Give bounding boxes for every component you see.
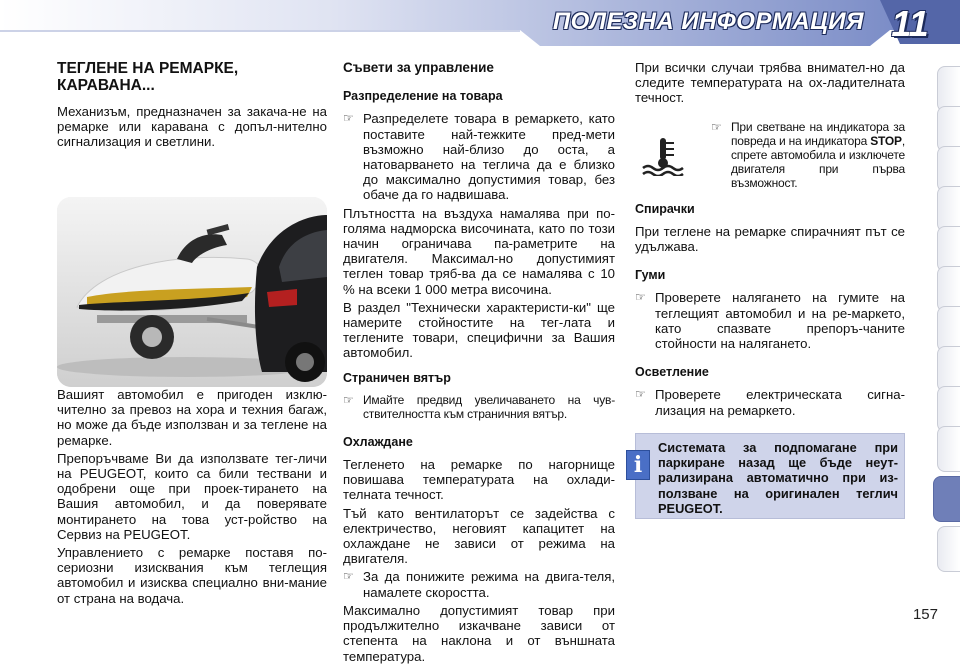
- chapter-tab[interactable]: [937, 526, 960, 572]
- paragraph: Тегленето на ремарке по нагорнище повишава температурата на охлади-телната течност.: [343, 457, 615, 503]
- bullet-text: Проверете налягането на гумите на теглещият автомобил и на ре-маркето, като спазвате препоръ-чаните стойности на налягането.: [655, 290, 905, 352]
- bullet-lights: [635, 387, 905, 417]
- column-towing: [57, 60, 327, 153]
- bullet-load: [343, 111, 615, 202]
- jetski-trailer-illustration: [57, 197, 327, 387]
- section-title: Съвети за управление: [343, 60, 494, 75]
- column-precautions: [635, 60, 905, 421]
- subsection-title-lights: Осветление: [635, 365, 709, 380]
- bullet-cooling: [343, 569, 615, 599]
- chapter-tab[interactable]: [937, 426, 960, 472]
- coolant-warning: [635, 120, 905, 190]
- paragraph: При теглене на ремарке спирачният път се удължава.: [635, 223, 905, 255]
- bullet-text: Имайте предвид увеличаването на чув-ствителността към страничния вятър.: [363, 392, 615, 421]
- bullet-wind: [343, 393, 615, 421]
- paragraph: Вашият автомобил е пригоден изклю-чително за превоз на хора и техния багаж, но може да бъде използван и за теглене на ремарке.: [57, 387, 327, 448]
- warning-text-pre: При светване на индикатора за повреда и на индикатора: [731, 119, 905, 148]
- subsection-title-cooling: Охлаждане: [343, 434, 413, 449]
- pointing-hand-icon: ☞: [343, 392, 354, 407]
- paragraph: Управлението с ремарке поставя по-сериозни изисквания към теглещия автомобил и изисква специално вни-мание от страна на водача.: [57, 545, 327, 606]
- bullet-text: За да понижите режима на двига-теля, намалете скоростта.: [363, 569, 615, 600]
- subsection-title-wind: Страничен вятър: [343, 370, 451, 385]
- bullet-warning: [711, 120, 905, 190]
- paragraph: Плътността на въздуха намалява при по-голяма надморска височината, като по този начин ограничава па-раметрите на двигателя. Максимал-но допустимият теглен товар тряб-ва да се намалява с 10 % на всеки 1 000 метра височина.: [343, 205, 615, 297]
- intro-paragraph: Механизъм, предназначен за закача-не на ремарке или каравана с допъл-нително сигнализация и светлини.: [57, 104, 327, 150]
- trailer-photo: [57, 197, 327, 387]
- column-driving-advice: [343, 60, 615, 667]
- page-number: 157: [912, 606, 938, 623]
- pointing-hand-icon: ☞: [343, 569, 354, 584]
- pointing-hand-icon: ☞: [635, 290, 646, 305]
- page-header: [0, 0, 960, 48]
- pointing-hand-icon: ☞: [343, 111, 354, 126]
- warning-text: [731, 120, 905, 190]
- bullet-tyres: [635, 290, 905, 351]
- header-title: ПОЛЕЗНА ИНФОРМАЦИЯ: [552, 8, 864, 35]
- paragraph: В раздел "Технически характеристи-ки" ще намерите стойностите на тег-лата и теглените товари, специфични за Вашия автомобил.: [343, 299, 615, 361]
- pointing-hand-icon: ☞: [635, 387, 646, 402]
- coolant-temperature-icon: [641, 136, 685, 176]
- subsection-title-load: Разпределение на товара: [343, 89, 503, 104]
- chapter-number: 11: [891, 3, 929, 44]
- stop-label: STOP: [870, 133, 902, 148]
- paragraph: Препоръчваме Ви да използвате тег-личи на PEUGEOT, които са били тествани и одобрени още при проек-тирането на Вашия автомобил, и да поверявате монтирането на това уст-ройство на Сервиз на PEUGEOT.: [57, 450, 327, 542]
- subsection-title-tyres: Гуми: [635, 268, 666, 283]
- paragraph: Максимално допустимият товар при продължително изкачване зависи от степента на наклона и от външната температура.: [343, 602, 615, 664]
- chapter-tab-active[interactable]: [933, 476, 960, 522]
- bullet-text: Разпределете товара в ремаркето, като поставите най-тежките пред-мети възможно най-близо до оста, а натоварването на теглича да е близко до максимално допустимия товар, без обаче да го надвишава.: [363, 111, 615, 203]
- info-icon: i: [626, 450, 650, 480]
- subsection-title-brakes: Спирачки: [635, 201, 695, 216]
- paragraph: Тъй като вентилаторът се задейства с електричество, неговият капацитет на охлаждане не зависи от режима на двигателя.: [343, 505, 615, 567]
- warning-text-post: , спрете автомобила и изключете двигателя при първа възможност.: [731, 133, 905, 190]
- intro-paragraph: При всички случаи трябва внимател-но да следите температурата на ох-ладителната течност.: [635, 60, 905, 106]
- info-text: Системата за подпомагане при паркиране назад ще бъде неут-рализирана автоматично при из-ползване на оригинален теглич PEUGEOT.: [658, 440, 898, 516]
- column-towing-continued: [57, 387, 327, 609]
- info-box: [635, 433, 905, 519]
- section-title: ТЕГЛЕНЕ НА РЕМАРКЕ, КАРАВАНА...: [57, 60, 239, 94]
- bullet-text: Проверете електрическата сигна-лизация на ремаркето.: [655, 387, 905, 418]
- pointing-hand-icon: ☞: [711, 119, 722, 134]
- chapter-tabs: [930, 66, 960, 586]
